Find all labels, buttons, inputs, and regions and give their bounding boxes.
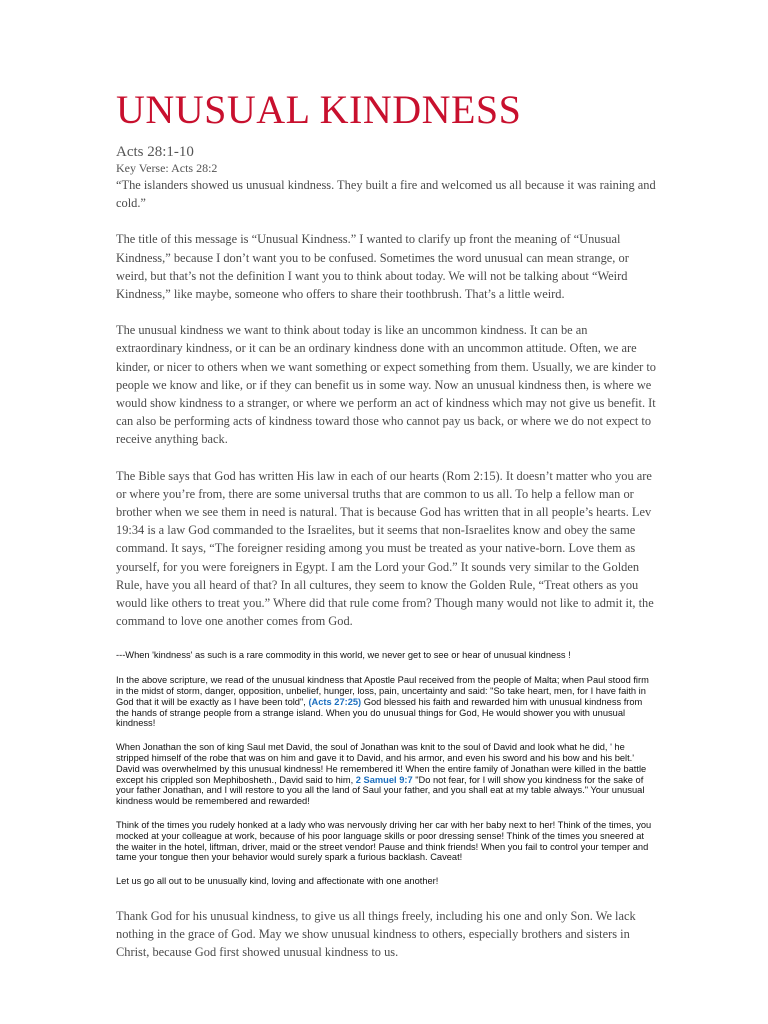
paragraph-1: The title of this message is “Unusual Kindness.” I wanted to clarify up front the meaning of “Unusual Kindness,” because I don’t want you to be confused. Sometimes the word unusual can mean strange, or weird, but that’s not the definition I want you to think about today. We will not be talking about “Weird Kindness,” like maybe, someone who offers to share their toothbrush. That’s a little weird. (116, 232, 629, 302)
note-jonathan-text-b: "Do not fear, for I will show you kindness for the sake of your father Jonathan, and I will restore to you all the land of Saul your father, and you shall eat at my table always." Your unusual kindness would be remembered and rewarded! (116, 774, 645, 807)
page-title: UNUSUAL KINDNESS (116, 87, 522, 132)
note-call-to-action: Let us go all out to be unusually kind, loving and affectionate with one another! (116, 876, 439, 887)
key-verse: Key Verse: Acts 28:2 (116, 161, 218, 175)
note-think-times: Think of the times you rudely honked at a lady who was nervously driving her car with her baby next to her! Think of the times, you mocked at your colleague at work, because of his poor language skills or poor dressing sense! Think of the times you sneered at the waiter in the hotel, liftman, driver, maid or the street vendor! Pause and think friends! When you fail to control your temper and tame your tongue then your behavior would surely spark a furious backlash. Caveat! (116, 820, 652, 863)
document-page (116, 86, 656, 962)
note-rare-kindness: ---When 'kindness' as such is a rare commodity in this world, we never get to see or hear of unusual kindness ! (116, 650, 571, 661)
paragraph-3: The Bible says that God has written His law in each of our hearts (Rom 2:15). It doesn’t matter who you are or where you’re from, there are some universal truths that are common to us all. To help a fellow man or brother when we see them in need is natural. That is because God has written that in all people’s hearts. Lev 19:34 is a law God commanded to the Israelites, but it seems that non-Israelites know and obey the same command. It says, “The foreigner residing among you must be treated as your native-born. Love them as yourself, for you were foreigners in Egypt. I am the Lord your God.” It sounds very similar to the Golden Rule, have you all heard of that? In all cultures, they seem to know the Golden Rule, “Treat others as you would like others to treat you.” Where did that rule come from? Though many would not like to admit it, the command to love one another comes from God. (116, 468, 654, 629)
key-verse-quote: “The islanders showed us unusual kindness. They built a fire and welcomed us all because it was raining and cold.” (116, 178, 656, 211)
scripture-link-samuel[interactable]: 2 Samuel 9:7 (355, 774, 413, 785)
note-jonathan-text-a: When Jonathan the son of king Saul met David, the soul of Jonathan was knit to the soul of David and look what he did, ' he stripped himself of the robe that was on him and gave it to David, and his armor, and even his sword and his bow and his belt.' David was overwhelmed by this unusual kindness! He remembered it! When the entire family of Jonathan were killed in the battle except his crippled son Mephibosheth., David said to him, (116, 742, 647, 785)
note-paul-text-b: God blessed his faith and rewarded him with unusual kindness from the hands of strange people from a strange island. When you do unusual things for God, He would shower you with unusual kindness! (116, 696, 643, 729)
paragraph-2: The unusual kindness we want to think about today is like an uncommon kindness. It can be an extraordinary kindness, or it can be an ordinary kindness done with an uncommon attitude. Often, we are kinder, or nicer to others when we want something or expect something from them. Usually, we are kinder to people we know and like, or if they can benefit us in some way. Now an unusual kindness then, is where we would show kindness to a stranger, or where we perform an act of kindness which may not give us benefit. It can also be performing acts of kindness toward those who cannot pay us back, or where we do not expect to receive anything back. (116, 323, 656, 447)
note-jonathan-david (116, 742, 656, 807)
note-paul-text-a: In the above scripture, we read of the unusual kindness that Apostle Paul received from the people of Malta; when Paul stood firm in the midst of storm, danger, opposition, unbelief, hunger, loss, pain, uncertainty and said: "So take heart, men, for I have faith in God that it will be exactly as I have been told", (116, 675, 649, 707)
closing-paragraph: Thank God for his unusual kindness, to give us all things freely, including his one and only Son. We lack nothing in the grace of God. May we show unusual kindness to others, especially brothers and sisters in Christ, because God first showed unusual kindness to us. (116, 909, 636, 960)
scripture-link-acts[interactable]: (Acts 27:25) (308, 696, 362, 707)
note-paul-malta (116, 675, 656, 729)
passage-reference: Acts 28:1-10 (116, 144, 194, 160)
